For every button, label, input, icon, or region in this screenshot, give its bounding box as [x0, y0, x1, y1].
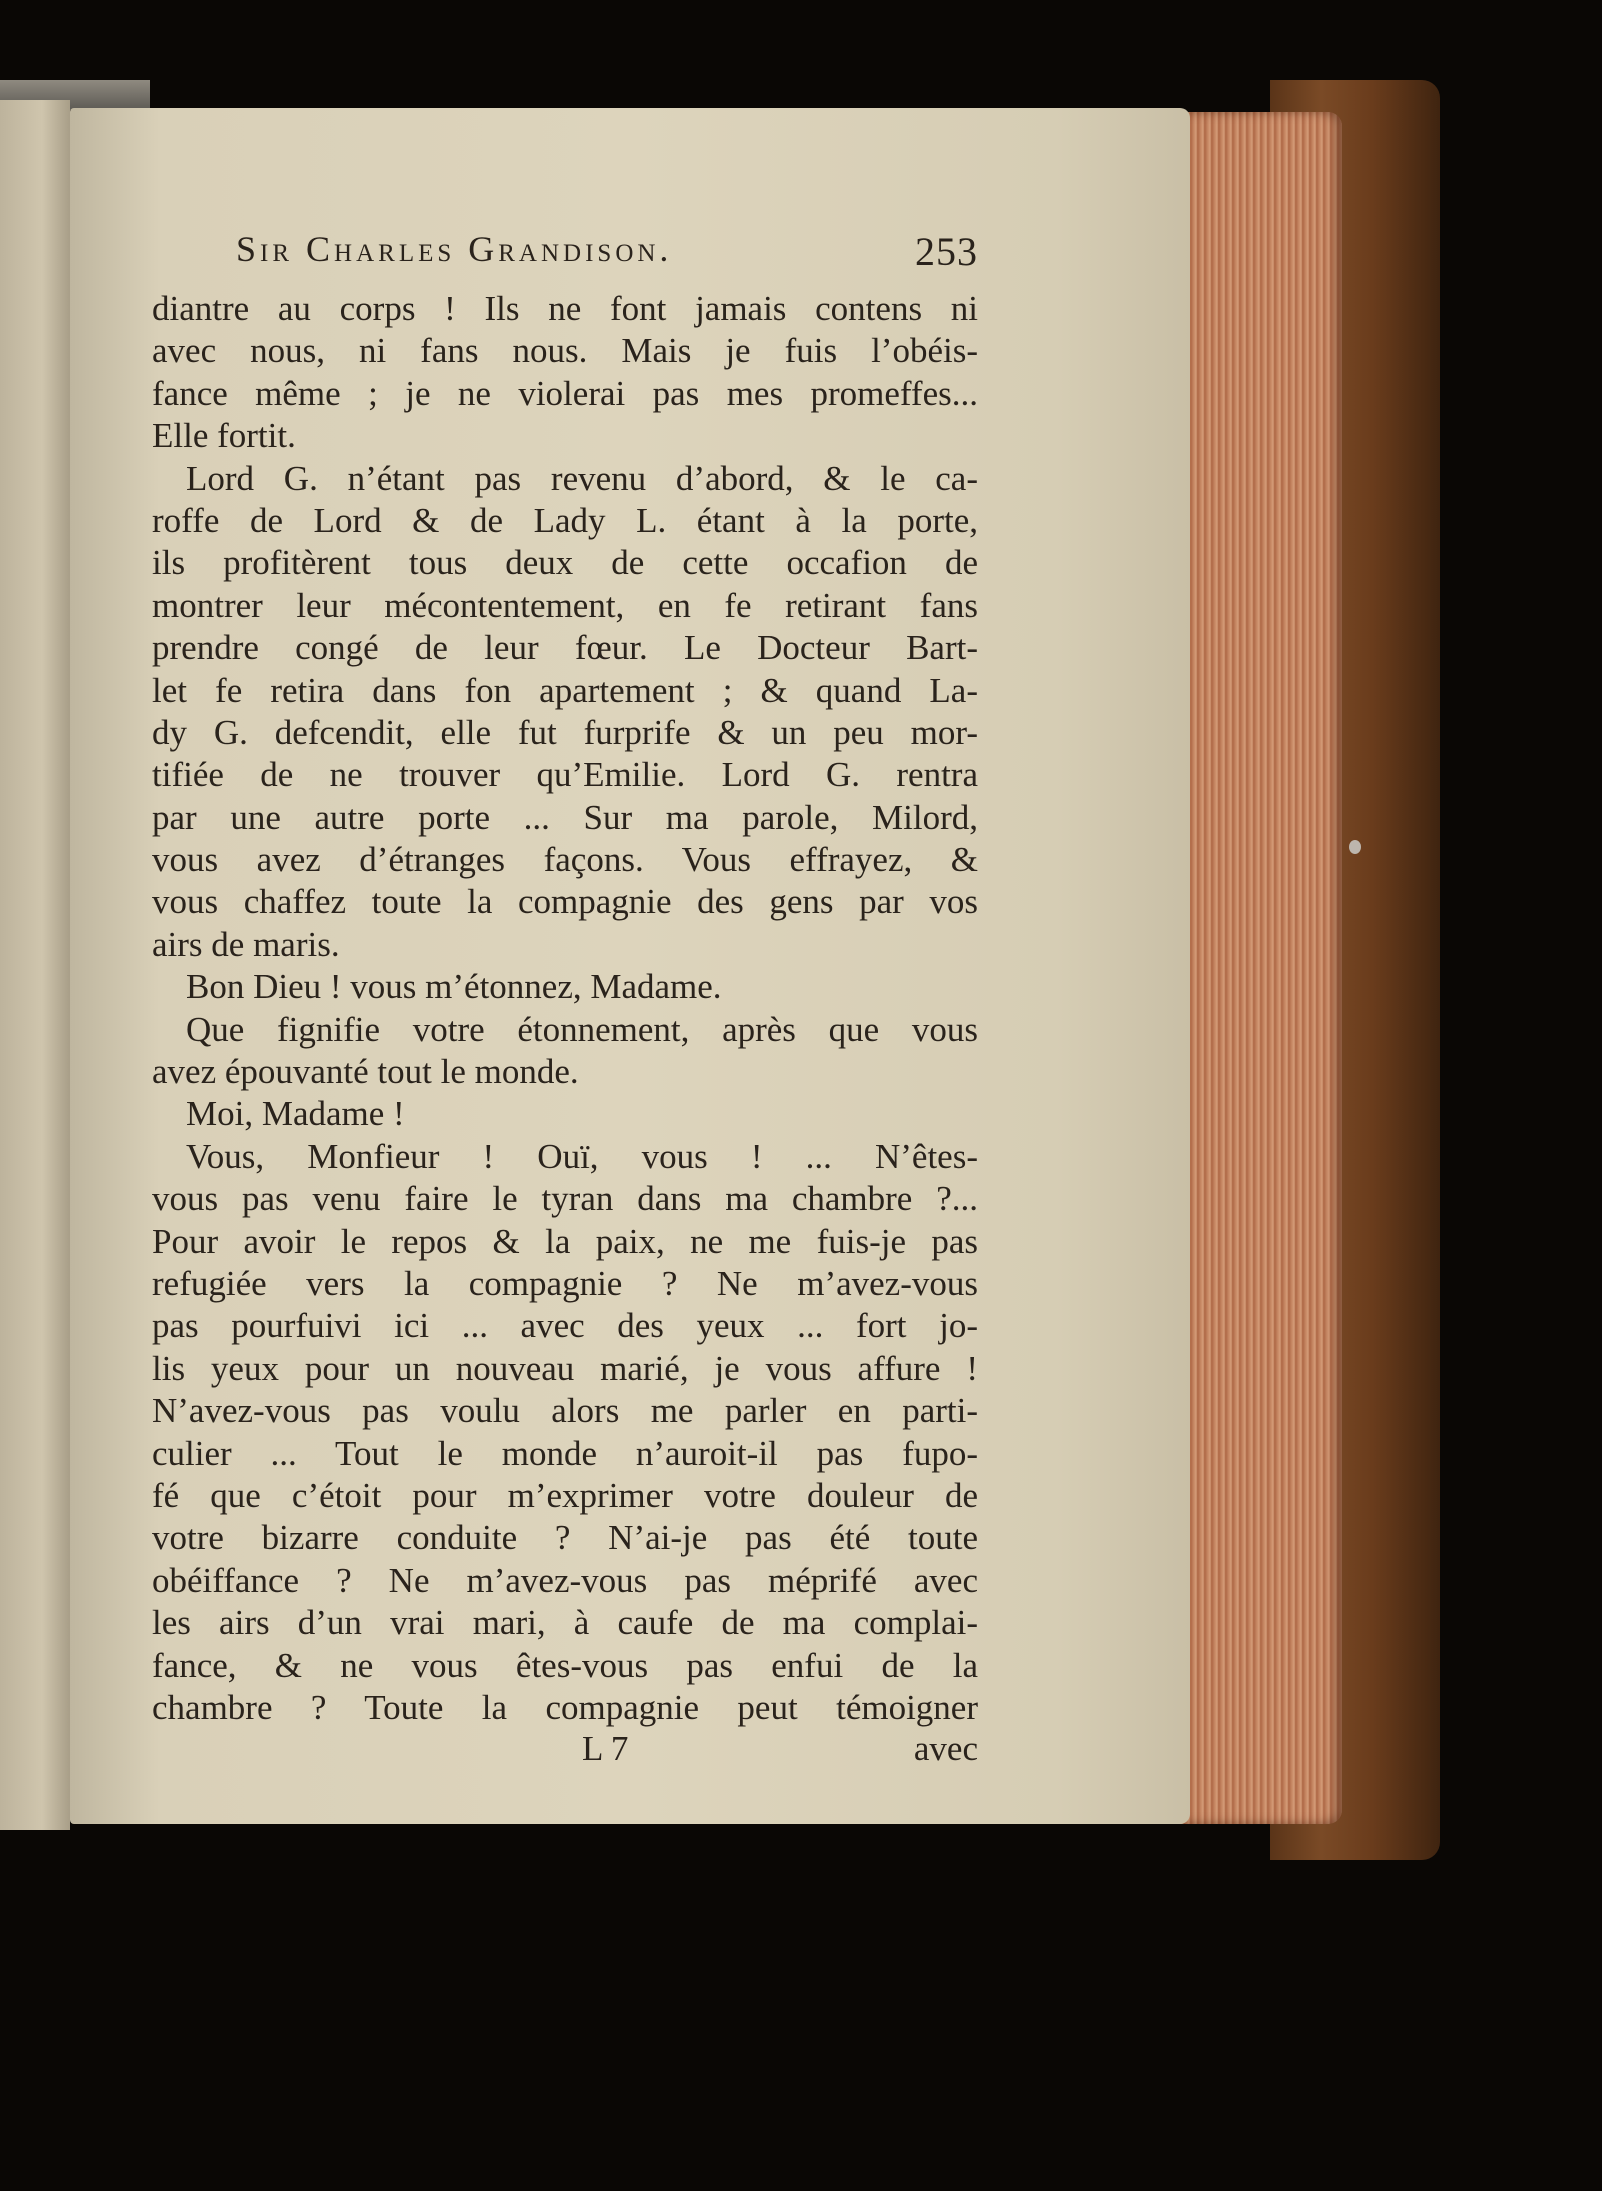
text-line: diantre au corps ! Ils ne font jamais contens ni: [152, 289, 978, 328]
text-line: Vous, Monfieur ! Ouï, vous ! ... N’êtes-: [186, 1136, 978, 1176]
page-number: 253: [915, 229, 978, 274]
text-line: pas pourfuivi ici ... avec des yeux ... fort jo-: [152, 1306, 978, 1346]
page-edges: [1170, 112, 1342, 1824]
text-line: Que fignifie votre étonnement, après que vous: [186, 1009, 978, 1049]
page-footer: [152, 1729, 978, 1779]
body-text: [152, 288, 978, 1729]
text-line: avez épouvanté tout le monde.: [152, 1052, 579, 1092]
text-line: Bon Dieu ! vous m’étonnez, Madame.: [186, 967, 722, 1007]
text-line: Lord G. n’étant pas revenu d’abord, & le ca-: [186, 458, 978, 498]
text-line: les airs d’un vrai mari, à caufe de ma complai-: [152, 1603, 978, 1643]
text-line: avec nous, ni fans nous. Mais je fuis l’obéis-: [152, 331, 978, 371]
text-line: roffe de Lord & de Lady L. étant à la porte,: [152, 500, 978, 540]
text-line: obéiffance ? Ne m’avez-vous pas méprifé avec: [152, 1560, 978, 1600]
text-line: culier ... Tout le monde n’auroit-il pas fupo-: [152, 1433, 978, 1473]
text-line: vous avez d’étranges façons. Vous effrayez, &: [152, 840, 978, 880]
running-head: Sir Charles Grandison.: [236, 229, 673, 269]
page-header: [152, 228, 978, 288]
text-line: Pour avoir le repos & la paix, ne me fuis-je pas: [152, 1221, 978, 1261]
text-line: airs de maris.: [152, 924, 340, 964]
text-line: let fe retira dans fon apartement ; & quand La-: [152, 670, 978, 710]
catchword: avec: [913, 1729, 978, 1769]
text-line: lis yeux pour un nouveau marié, je vous affure !: [152, 1348, 978, 1388]
text-line: vous pas venu faire le tyran dans ma chambre ?...: [152, 1179, 978, 1219]
text-line: ils profitèrent tous deux de cette occafion de: [152, 543, 978, 583]
text-line: par une autre porte ... Sur ma parole, Milord,: [152, 797, 978, 837]
text-line: montrer leur mécontentement, en fe retirant fans: [152, 585, 978, 625]
left-facing-page-edge: [0, 100, 70, 1830]
text-line: prendre congé de leur fœur. Le Docteur Bart-: [152, 628, 978, 668]
pin-mark: [1349, 840, 1361, 854]
text-line: fance même ; je ne violerai pas mes promeffes...: [152, 373, 978, 413]
text-line: N’avez-vous pas voulu alors me parler en parti-: [152, 1391, 978, 1431]
page-text-block: [152, 228, 978, 1779]
text-line: chambre ? Toute la compagnie peut témoigner: [152, 1687, 978, 1727]
signature-mark: L 7: [582, 1729, 629, 1769]
text-line: tifiée de ne trouver qu’Emilie. Lord G. rentra: [152, 755, 978, 795]
text-line: Elle fortit.: [152, 416, 296, 456]
text-line: fance, & ne vous êtes-vous pas enfui de la: [152, 1645, 978, 1685]
text-line: votre bizarre conduite ? N’ai-je pas été toute: [152, 1518, 978, 1558]
text-line: refugiée vers la compagnie ? Ne m’avez-vous: [152, 1263, 978, 1303]
text-line: Moi, Madame !: [186, 1094, 405, 1134]
text-line: vous chaffez toute la compagnie des gens par vos: [152, 882, 978, 922]
text-line: dy G. defcendit, elle fut furprife & un peu mor-: [152, 712, 978, 752]
text-line: fé que c’étoit pour m’exprimer votre douleur de: [152, 1475, 978, 1515]
